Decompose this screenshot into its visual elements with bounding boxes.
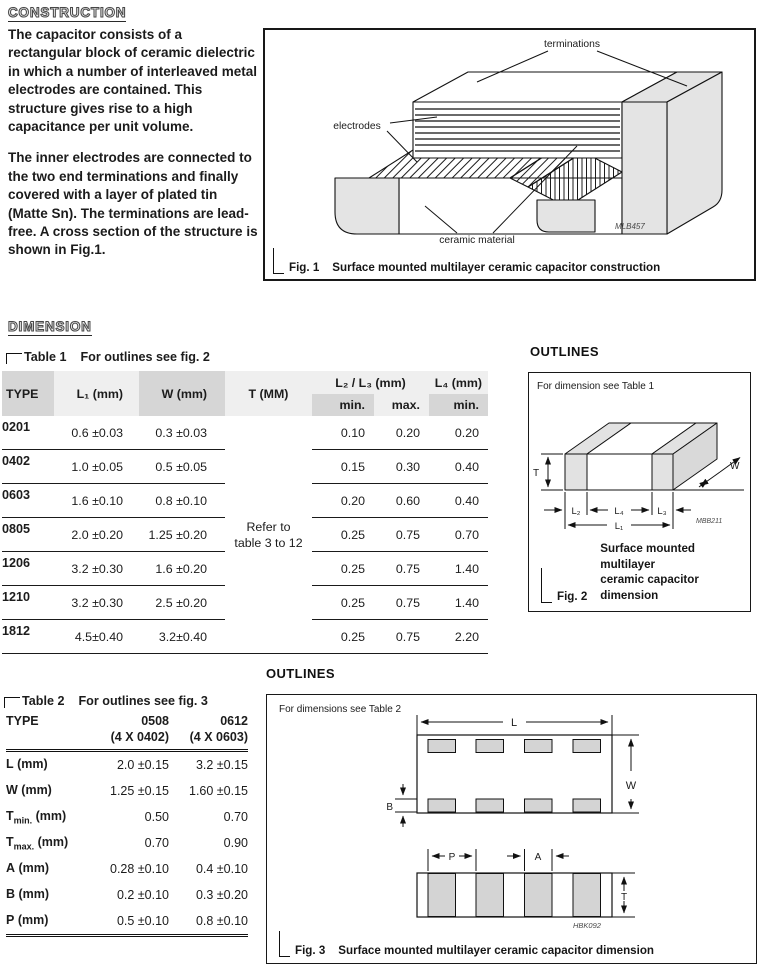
fig1-box <box>263 28 756 281</box>
outlines-heading-fig2: OUTLINES <box>530 344 599 359</box>
t1-r6-type: 1812 <box>2 620 54 654</box>
table2-header-0612-line2: (4 X 0603) <box>189 729 248 744</box>
table1-note: For outlines see fig. 2 <box>80 350 210 364</box>
t1-r5-max: 0.75 <box>374 586 429 620</box>
table1-header-l1: L₁ (mm) <box>54 371 139 416</box>
table2-note: For outlines see fig. 3 <box>78 694 208 708</box>
fig2-dimension-drawing <box>529 373 747 557</box>
fig2-note: For dimension see Table 1 <box>537 381 655 392</box>
t2-r2-v2: 0.70 <box>223 810 248 824</box>
fig1-capacitor-construction-drawing <box>265 30 753 244</box>
fig1-caption-label: Fig. 1 <box>289 261 320 274</box>
t1-r4-max: 0.75 <box>374 552 429 586</box>
table1-t-note-line2: table 3 to 12 <box>234 535 303 550</box>
t2-r6-v1: 0.5 ±0.10 <box>90 908 169 936</box>
table1-label-row <box>6 350 210 364</box>
table2-header-0612-line1: 0612 <box>220 714 248 728</box>
table1-t-note <box>225 416 312 654</box>
t1-r5-type: 1210 <box>2 586 54 620</box>
t1-r5-w: 2.5 ±0.20 <box>139 586 225 620</box>
t1-r1-min: 0.15 <box>312 450 374 484</box>
t1-r2-l4: 0.40 <box>429 484 488 518</box>
table1-subheader-min: min. <box>312 394 374 416</box>
table1-subheader-l4min: min. <box>429 394 488 416</box>
table2-header-type: TYPE <box>6 714 90 751</box>
t2-r1-v1: 1.25 ±0.15 <box>110 784 169 798</box>
table1-header-type: TYPE <box>2 371 54 416</box>
fig1-terminations-label: terminations <box>543 39 601 50</box>
fig3-note: For dimensions see Table 2 <box>279 704 402 715</box>
t2-r3-v2: 0.90 <box>223 836 248 850</box>
t1-r3-max: 0.75 <box>374 518 429 552</box>
fig2-box <box>528 372 751 612</box>
table2-header-0612 <box>169 714 248 751</box>
t1-r0-w: 0.3 ±0.03 <box>139 416 225 450</box>
table-row <box>6 751 248 779</box>
table1-header-l2l3: L₂ / L₃ (mm) <box>312 371 429 394</box>
t1-r0-l1: 0.6 ±0.03 <box>54 416 139 450</box>
fig3-caption-text: Surface mounted multilayer ceramic capacitor dimension <box>338 944 654 957</box>
fig3-dim-w: W <box>625 780 637 792</box>
fig2-dim-l3: L₃ <box>657 506 667 517</box>
t2-r4-v2: 0.4 ±0.10 <box>195 862 248 876</box>
fig3-caption <box>279 931 654 957</box>
table2-bracket <box>4 697 20 708</box>
t1-r1-type: 0402 <box>2 450 54 484</box>
t1-r1-l1: 1.0 ±0.05 <box>54 450 139 484</box>
fig3-dim-a: A <box>534 852 542 863</box>
t2-r5-v2: 0.3 ±0.20 <box>195 888 248 902</box>
t2-r3-v1: 0.70 <box>144 836 169 850</box>
t2-r4-label: A (mm) <box>6 860 50 875</box>
t2-r5-label: B (mm) <box>6 886 50 901</box>
construction-paragraph-2: The inner electrodes are connected to the two end terminations and finally covered with a layer of plated tin (Matte Sn). The terminations are lead-free. A cross section of the structure is shown in Fig.1. <box>8 150 258 258</box>
t1-r4-l4: 1.40 <box>429 552 488 586</box>
construction-text <box>8 26 258 273</box>
table1-name: Table 1 <box>24 350 67 364</box>
t1-r2-max: 0.60 <box>374 484 429 518</box>
fig2-dim-t: T <box>533 468 540 479</box>
table1-header-w: W (mm) <box>139 371 225 416</box>
t1-r3-w: 1.25 ±0.20 <box>139 518 225 552</box>
fig2-dim-l4: L₄ <box>614 506 624 517</box>
fig1-drawing-code: MLB457 <box>615 222 645 231</box>
fig3-dim-b: B <box>386 802 393 813</box>
t1-r2-l1: 1.6 ±0.10 <box>54 484 139 518</box>
construction-paragraph-1: The capacitor consists of a rectangular block of ceramic dielectric in which a number of interleaved metal electrodes are contained. This structure gives rise to a high capacitance per unit volume. <box>8 27 258 135</box>
table1-subheader-max: max. <box>374 394 429 416</box>
table2 <box>6 714 248 937</box>
t2-r0-label: L (mm) <box>6 756 48 771</box>
t1-r5-min: 0.25 <box>312 586 374 620</box>
t1-r1-w: 0.5 ±0.05 <box>139 450 225 484</box>
fig3-dimension-drawing <box>267 695 753 929</box>
table1-t-note-line1: Refer to <box>246 519 291 534</box>
fig2-caption-line2: ceramic capacitor dimension <box>600 573 699 602</box>
t1-r3-min: 0.25 <box>312 518 374 552</box>
table2-header-0508 <box>90 714 169 751</box>
t2-r0-v2: 3.2 ±0.15 <box>195 758 248 772</box>
t1-r0-max: 0.20 <box>374 416 429 450</box>
t1-r1-max: 0.30 <box>374 450 429 484</box>
t2-r1-label: W (mm) <box>6 782 52 797</box>
fig2-dim-l1: L₁ <box>614 521 624 532</box>
t1-r4-min: 0.25 <box>312 552 374 586</box>
t1-r5-l4: 1.40 <box>429 586 488 620</box>
fig3-dim-t: T <box>620 892 628 903</box>
t1-r6-l1: 4.5±0.40 <box>54 620 139 654</box>
t2-r2-v1: 0.50 <box>144 810 169 824</box>
t1-r6-w: 3.2±0.40 <box>139 620 225 654</box>
t1-r6-min: 0.25 <box>312 620 374 654</box>
table1-header-l4: L₄ (mm) <box>429 371 488 394</box>
table1-bracket <box>6 353 22 364</box>
t2-r1-v2: 1.60 ±0.15 <box>189 784 248 798</box>
t1-r4-w: 1.6 ±0.20 <box>139 552 225 586</box>
t1-r2-w: 0.8 ±0.10 <box>139 484 225 518</box>
t1-r2-min: 0.20 <box>312 484 374 518</box>
dimension-heading: DIMENSION <box>8 319 92 334</box>
t1-r3-l1: 2.0 ±0.20 <box>54 518 139 552</box>
table-row <box>6 856 248 882</box>
fig2-caption <box>541 541 750 603</box>
t1-r2-type: 0603 <box>2 484 54 518</box>
t1-r6-l4: 2.20 <box>429 620 488 654</box>
t2-r6-v2: 0.8 ±0.10 <box>169 908 248 936</box>
table2-header-0508-line1: 0508 <box>141 714 169 728</box>
t1-r5-l1: 3.2 ±0.30 <box>54 586 139 620</box>
table2-label-row <box>4 694 208 708</box>
fig2-caption-label: Fig. 2 <box>557 590 588 603</box>
table2-header-0508-line2: (4 X 0402) <box>110 729 169 744</box>
fig2-dim-l2: L₂ <box>571 506 581 517</box>
fig3-box <box>266 694 757 964</box>
fig2-caption-line1: Surface mounted multilayer <box>600 542 695 571</box>
fig2-caption-text <box>600 541 750 603</box>
fig2-caption-bracket <box>541 568 552 603</box>
t1-r6-max: 0.75 <box>374 620 429 654</box>
t1-r4-type: 1206 <box>2 552 54 586</box>
t2-r5-v1: 0.2 ±0.10 <box>116 888 169 902</box>
fig3-caption-label: Fig. 3 <box>295 944 326 957</box>
fig1-electrodes-label: electrodes <box>333 121 381 132</box>
t1-r0-l4: 0.20 <box>429 416 488 450</box>
t1-r1-l4: 0.40 <box>429 450 488 484</box>
t1-r0-min: 0.10 <box>312 416 374 450</box>
t1-r3-type: 0805 <box>2 518 54 552</box>
t2-r2-label: $T_{min.}$ (mm) <box>6 808 67 826</box>
table-row <box>6 830 248 856</box>
table-row <box>6 908 248 936</box>
fig1-ceramic-material-label: ceramic material <box>439 235 515 244</box>
t1-r4-l1: 3.2 ±0.30 <box>54 552 139 586</box>
fig1-caption <box>273 248 660 274</box>
t2-r4-v1: 0.28 ±0.10 <box>110 862 169 876</box>
t2-r0-v1: 2.0 ±0.15 <box>116 758 169 772</box>
fig3-dim-p: P <box>448 852 456 863</box>
table1 <box>2 371 488 654</box>
fig2-drawing-code: MBB211 <box>696 518 723 525</box>
fig1-caption-text: Surface mounted multilayer ceramic capacitor construction <box>332 261 661 274</box>
construction-heading: CONSTRUCTION <box>8 5 127 20</box>
outlines-heading-fig3: OUTLINES <box>266 666 335 681</box>
fig3-caption-bracket <box>279 931 290 957</box>
fig1-caption-bracket <box>273 248 284 274</box>
table-row <box>6 882 248 908</box>
t1-r0-type: 0201 <box>2 416 54 450</box>
t1-r3-l4: 0.70 <box>429 518 488 552</box>
table-row <box>2 416 488 450</box>
fig2-dim-w: W <box>730 461 740 472</box>
table-row <box>6 778 248 804</box>
t2-r3-label: $T_{max.}$ (mm) <box>6 834 69 852</box>
t2-r6-label: P (mm) <box>6 908 90 936</box>
table2-name: Table 2 <box>22 694 65 708</box>
table1-header-t: T (MM) <box>225 371 312 416</box>
fig3-drawing-code: HBK092 <box>573 921 601 929</box>
fig3-dim-l: L <box>510 717 518 729</box>
table-row <box>6 804 248 830</box>
